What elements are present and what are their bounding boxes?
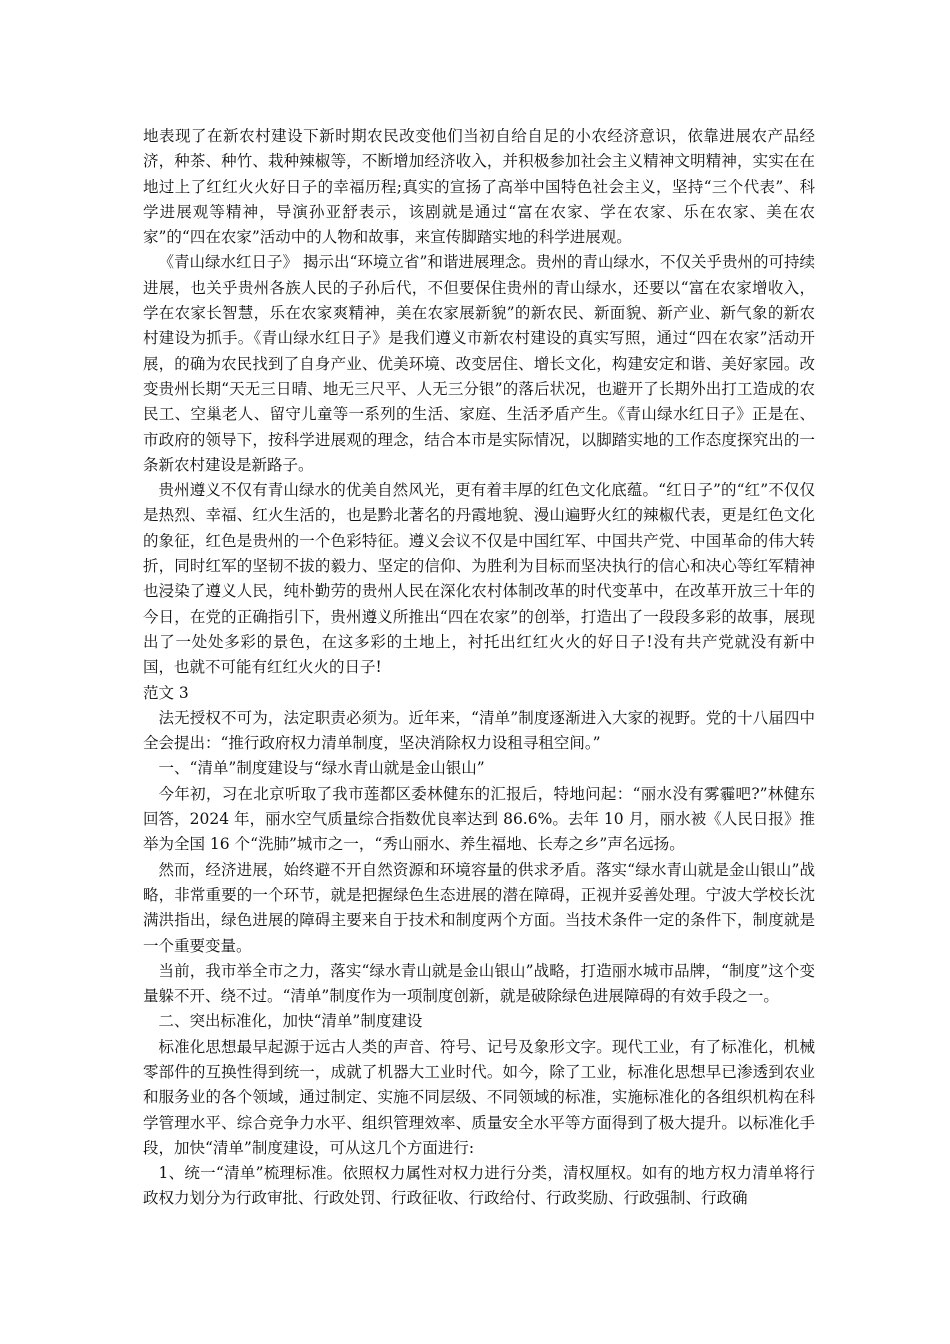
paragraph-lishui-air: 今年初，习在北京听取了我市莲都区委林健东的汇报后，特地问起：“丽水没有雾霾吧?”林健东回答，2024 年，丽水空气质量综合指数优良率达到 86.6%。去年 10 月，丽水被《人民日报》推举为全国 16 个“洗肺”城市之一，“秀山丽水、养生福地、长寿之乡”声名远扬。 bbox=[143, 784, 815, 854]
section-label-fanwen-3: 范文 3 bbox=[143, 683, 189, 702]
paragraph-continuation: 地表现了在新农村建设下新时期农民改变他们当初自给自足的小农经济意识，依靠进展农产品经济，种茶、种竹、栽种辣椒等，不断增加经济收入，并积极参加社会主义精神文明精神，实实在在地过上了红红火火好日子的幸福历程;真实的宣扬了高举中国特色社会主义，坚持“三个代表”、科学进展观等精神，导演孙亚舒表示，该剧就是通过“富在农家、学在农家、乐在农家、美在农家”的“四在农家”活动中的人物和故事，来宣传脚踏实地的科学进展观。 bbox=[143, 127, 815, 247]
paragraph-standardization: 标准化思想最早起源于远古人类的声音、符号、记号及象形文字。现代工业，有了标准化，机械零部件的互换性得到统一，成就了机器大工业时代。如今，除了工业，标准化思想早已渗透到农业和服务业的各个领域，通过制定、实施不同层级、不同领域的标准，实施标准化的各组织机构在科学管理水平、综合竞争力水平、组织管理效率、质量安全水平等方面得到了极大提升。以标准化手段，加快“清单”制度建设，可从这几个方面进行: bbox=[143, 1037, 815, 1157]
paragraph-point-1: 1、统一“清单”梳理标准。依照权力属性对权力进行分类，清权厘权。如有的地方权力清单将行政权力划分为行政审批、行政处罚、行政征收、行政给付、行政奖励、行政强制、行政确 bbox=[143, 1164, 815, 1208]
paragraph-qingshan-theme: 《青山绿水红日子》 揭示出“环境立省”和谐进展理念。贵州的青山绿水，不仅关乎贵州的可持续进展，也关乎贵州各族人民的子孙后代，不但要保住贵州的青山绿水，还要以“富在农家增收入，学在农家长智慧，乐在农家爽精神，美在农家展新貌”的新农民、新面貌、新产业、新气象的新农村建设为抓手。《青山绿水红日子》是我们遵义市新农村建设的真实写照，通过“四在农家”活动开展，的确为农民找到了自身产业、优美环境、改变居住、增长文化，构建安定和谐、美好家园。改变贵州长期“天无三日晴、地无三尺平、人无三分银”的落后状况，也避开了长期外出打工造成的农民工、空巢老人、留守儿童等一系列的生活、家庭、生活矛盾产生。《青山绿水红日子》正是在、市政府的领导下，按科学进展观的理念，结合本市是实际情况，以脚踏实地的工作态度探究出的一条新农村建设是新路子。 bbox=[143, 253, 815, 474]
paragraph-qingdan-intro: 法无授权不可为，法定职责必须为。近年来，“清单”制度逐渐进入大家的视野。党的十八届四中全会提出：“推行政府权力清单制度，坚决消除权力设租寻租空间。” bbox=[143, 708, 815, 753]
section-heading-2: 二、突出标准化，加快“清单”制度建设 bbox=[158, 1012, 423, 1031]
document-body bbox=[143, 124, 815, 1212]
paragraph-green-development: 然而，经济进展，始终避不开自然资源和环境容量的供求矛盾。落实“绿水青山就是金山银山”战略，非常重要的一个环节，就是把握绿色生态进展的潜在障碍，正视并妥善处理。宁波大学校长沈满洪指出，绿色进展的障碍主要来自于技术和制度两个方面。当技术条件一定的条件下，制度就是一个重要变量。 bbox=[143, 860, 815, 955]
paragraph-system-innovation: 当前，我市举全市之力，落实“绿水青山就是金山银山”战略，打造丽水城市品牌，“制度”这个变量躲不开、绕不过。“清单”制度作为一项制度创新，就是破除绿色进展障碍的有效手段之一。 bbox=[143, 961, 815, 1006]
section-heading-1: 一、“清单”制度建设与“绿水青山就是金山银山” bbox=[158, 759, 485, 778]
paragraph-red-culture: 贵州遵义不仅有青山绿水的优美自然风光，更有着丰厚的红色文化底蕴。“红日子”的“红”不仅仅是热烈、幸福、红火生活的，也是黔北著名的丹霞地貌、漫山遍野火红的辣椒代表，更是红色文化的象征，红色是贵州的一个色彩特征。遵义会议不仅是中国红军、中国共产党、中国革命的伟大转折，同时红军的坚韧不拔的毅力、坚定的信仰、为胜利为目标而坚决执行的信心和决心等红军精神也浸染了遵义人民，纯朴勤劳的贵州人民在深化农村体制改革的时代变革中，在改革开放三十年的今日，在党的正确指引下，贵州遵义所推出“四在农家”的创举，打造出了一段段多彩的故事，展现出了一处处多彩的景色，在这多彩的土地上，衬托出红红火火的好日子!没有共产党就没有新中国，也就不可能有红红火火的日子! bbox=[143, 481, 815, 677]
